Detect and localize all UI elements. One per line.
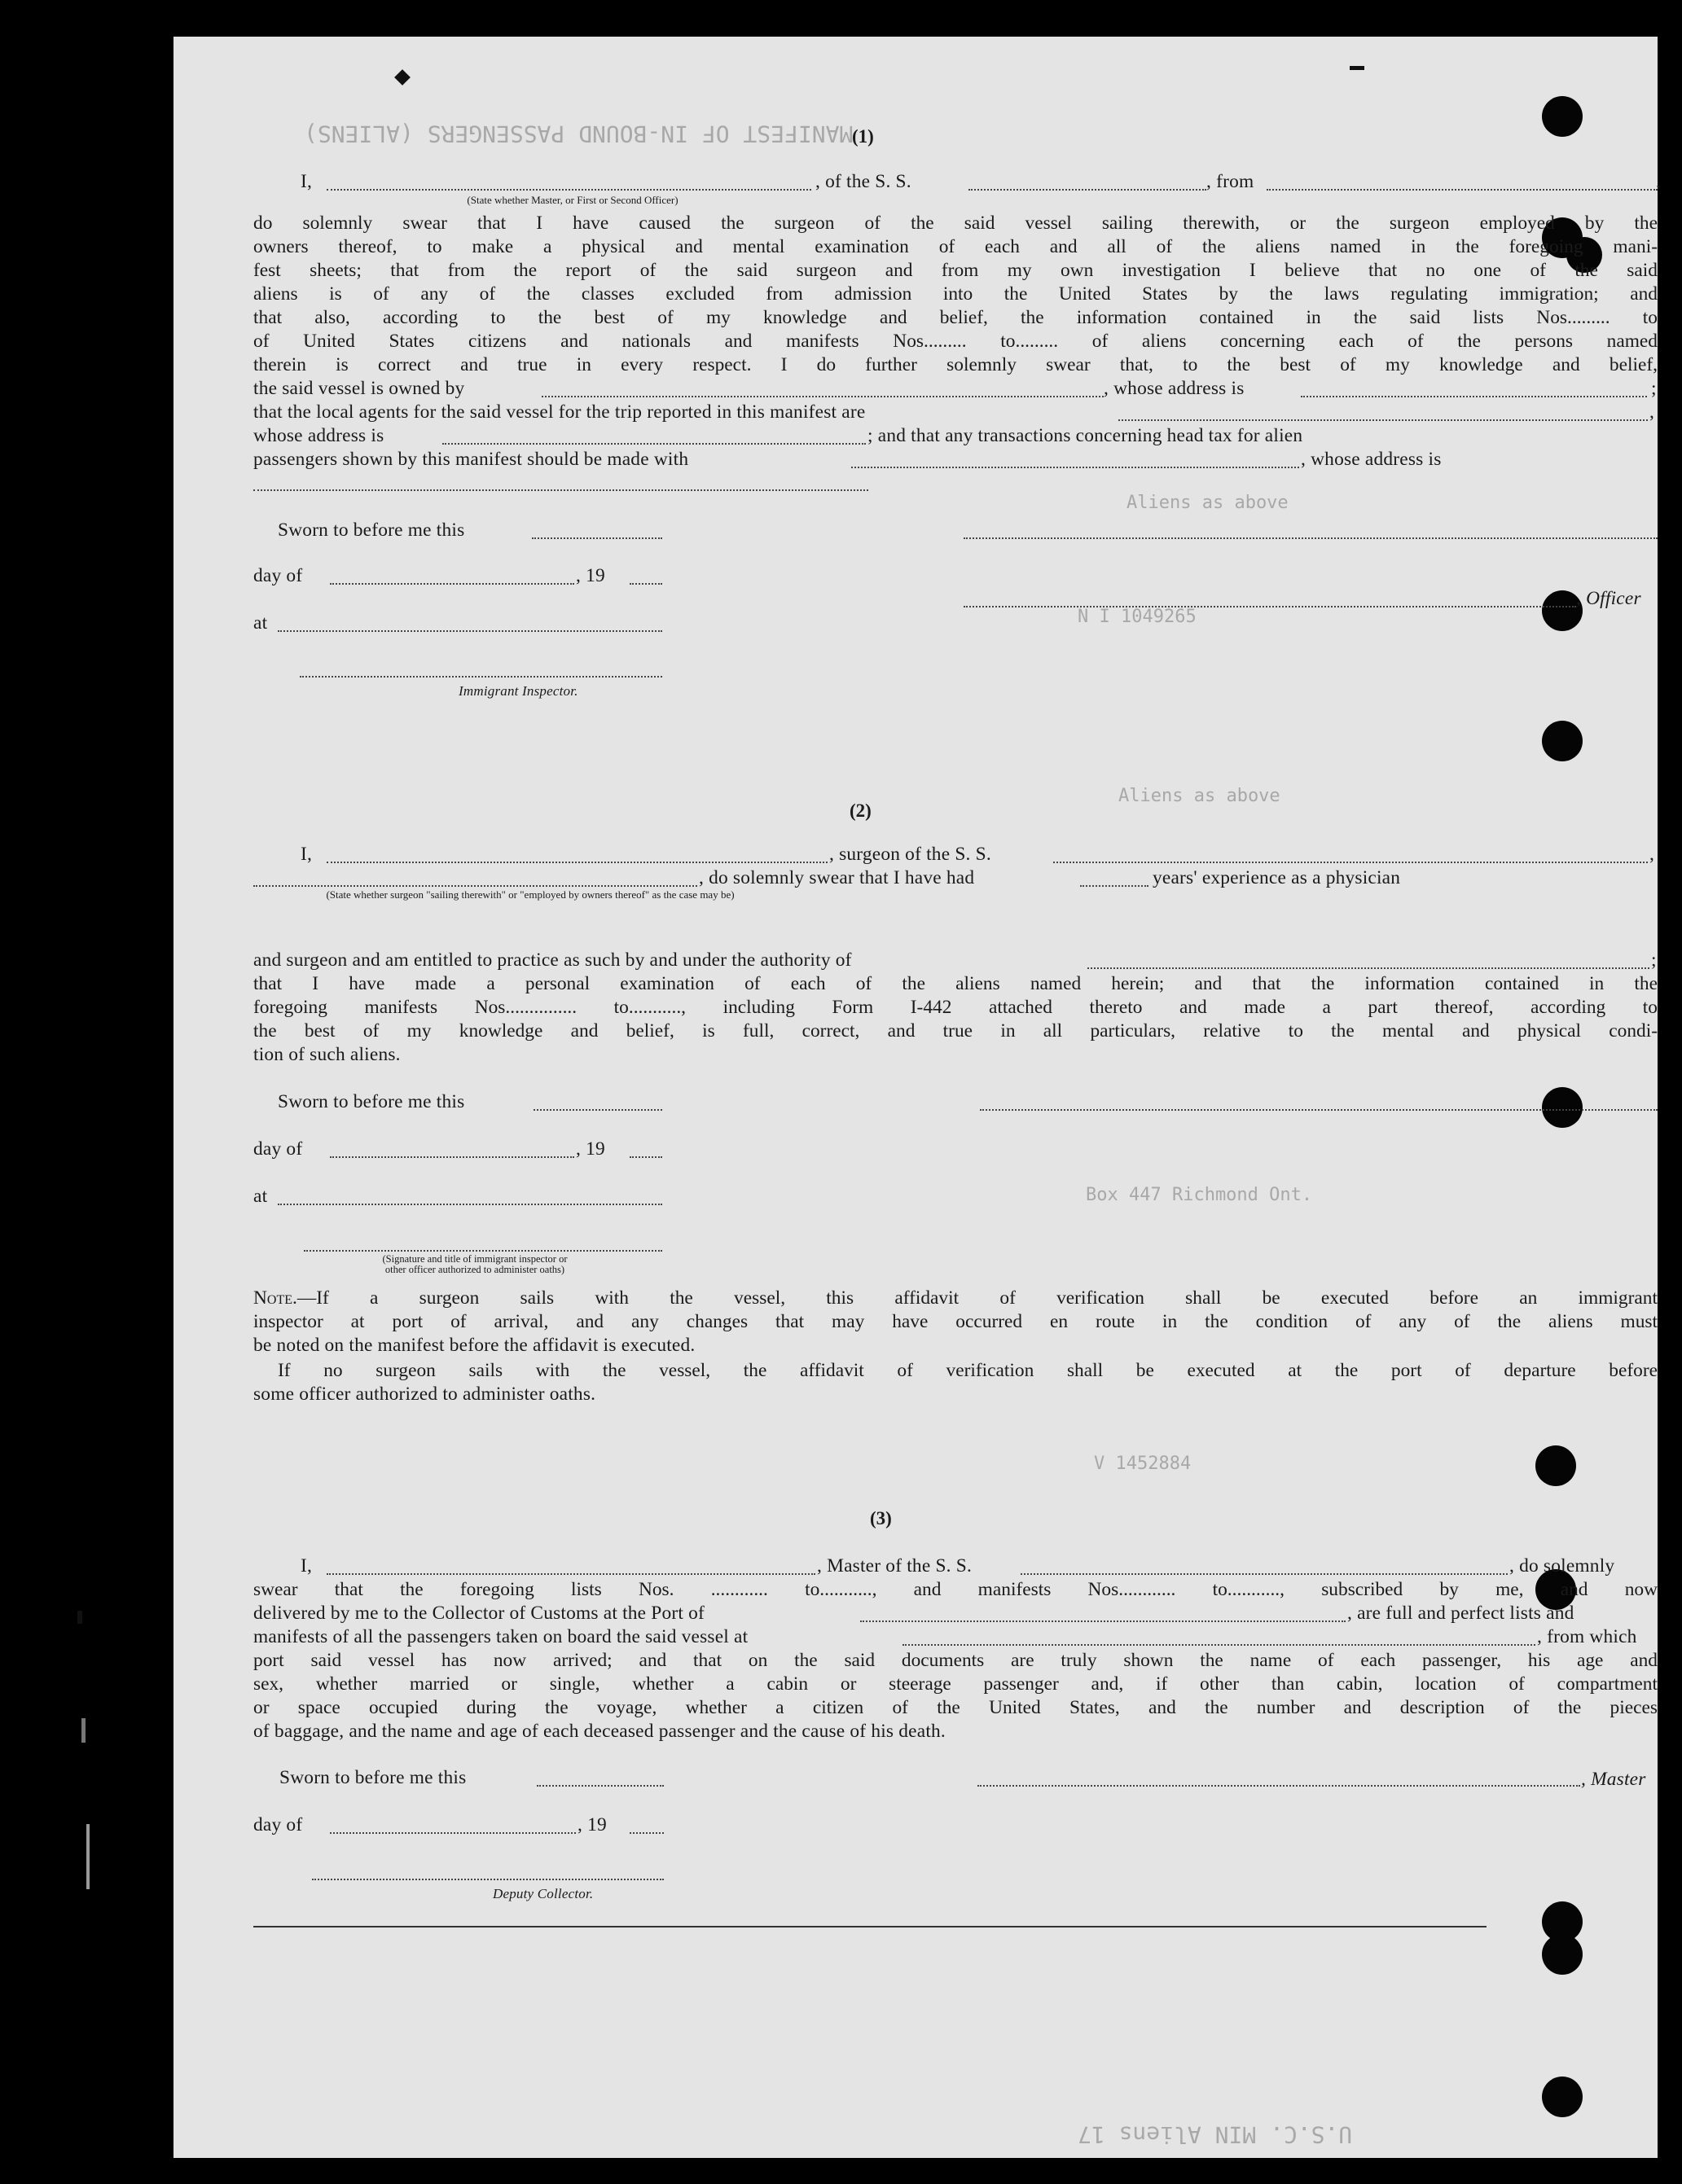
oath-text: I, bbox=[301, 1555, 313, 1577]
caption-surgeon: (State whether surgeon "sailing therewith" or "employed by owners thereof" as the case may be) bbox=[326, 888, 735, 901]
oath-text: , whose address is bbox=[1104, 378, 1245, 399]
sworn-label: Sworn to before me this bbox=[278, 1091, 465, 1112]
oath-paragraph-line: fest sheets; that from the report of the said surgeon and from my own investigation I believe that no one of the said bbox=[253, 260, 1658, 281]
fill-in-line-place bbox=[278, 1204, 662, 1205]
oath-text: , bbox=[1649, 844, 1655, 865]
section-1-number: (1) bbox=[852, 126, 874, 147]
oath-paragraph-line: swear that the foregoing lists Nos. ............ to..........., and manifests Nos............ to..........., subscribed by me, and now bbox=[253, 1579, 1658, 1600]
master-signature-line bbox=[977, 1785, 1580, 1787]
punch-hole bbox=[1542, 1087, 1583, 1128]
oath-text: the said vessel is owned by bbox=[253, 378, 465, 399]
caption-signature: (Signature and title of immigrant inspector or other officer authorized to administer oaths) bbox=[382, 1253, 568, 1275]
oath-text: , do solemnly bbox=[1509, 1555, 1615, 1577]
fill-in-line-owner bbox=[542, 396, 1104, 397]
oath-paragraph-line: the best of my knowledge and belief, is full, correct, and true in all particulars, relative to the mental and physical condi- bbox=[253, 1020, 1658, 1042]
fill-in-line-vessel bbox=[1021, 1573, 1508, 1575]
oath-text: , do solemnly swear that I have had bbox=[699, 867, 975, 888]
fill-in-line-head-tax-address bbox=[253, 489, 868, 491]
fill-in-line-years bbox=[1080, 885, 1148, 887]
fill-in-line-agents bbox=[1118, 419, 1648, 421]
oath-text: delivered by me to the Collector of Customs at the Port of bbox=[253, 1603, 705, 1624]
oath-text: manifests of all the passengers taken on board the said vessel at bbox=[253, 1626, 749, 1647]
fill-in-line-master bbox=[327, 1573, 815, 1575]
officer-name-line bbox=[964, 606, 1576, 607]
fill-in-line-day bbox=[330, 583, 574, 585]
bleed-through: Aliens as above bbox=[1118, 786, 1280, 806]
oath-paragraph-line: owners thereof, to make a physical and mental examination of each and all of the aliens named in the foregoing mani- bbox=[253, 236, 1658, 257]
oath-text: ; bbox=[1651, 378, 1657, 399]
oath-text: years' experience as a physician bbox=[1153, 867, 1401, 888]
caption-officer: (State whether Master, or First or Second Officer) bbox=[467, 194, 679, 206]
oath-text: that the local agents for the said vessel for the trip reported in this manifest are bbox=[253, 401, 866, 423]
oath-text: I, bbox=[301, 171, 313, 192]
fill-in-line-surgeon bbox=[327, 862, 828, 863]
scan-mark bbox=[1350, 66, 1364, 70]
day-of-label: day of bbox=[253, 1138, 303, 1160]
at-label: at bbox=[253, 1186, 268, 1207]
oath-text: I, bbox=[301, 844, 313, 865]
master-label: , Master bbox=[1581, 1769, 1646, 1790]
document-page bbox=[173, 37, 1662, 2158]
fill-in-line-from bbox=[1267, 189, 1658, 191]
fill-in-line-sworn-date bbox=[532, 537, 662, 539]
fill-in-line-day bbox=[330, 1832, 576, 1834]
oath-text: ; bbox=[1651, 949, 1657, 971]
oath-paragraph-line: of United States citizens and nationals and manifests Nos......... to......... of aliens concerning each of the persons named bbox=[253, 331, 1658, 352]
scan-mark bbox=[77, 1611, 82, 1624]
oath-text: , of the S. S. bbox=[815, 171, 911, 192]
fill-in-line-sworn-date bbox=[537, 1785, 664, 1787]
officer-signature-line bbox=[964, 537, 1658, 539]
punch-hole bbox=[1542, 2077, 1583, 2117]
fill-in-line-agents-address bbox=[442, 443, 866, 445]
year-label: , 19 bbox=[576, 565, 605, 586]
oath-paragraph-line: tion of such aliens. bbox=[253, 1044, 401, 1065]
oath-paragraph-line: or space occupied during the voyage, whether a citizen of the United States, and the number and description of the pieces bbox=[253, 1697, 1658, 1718]
oath-paragraph-line: of baggage, and the name and age of each deceased passenger and the cause of his death. bbox=[253, 1721, 946, 1742]
oath-paragraph-line: therein is correct and true in every respect. I do further solemnly swear that, to the best of my knowledge and belief, bbox=[253, 354, 1658, 375]
note-line: some officer authorized to administer oaths. bbox=[253, 1384, 596, 1405]
inspector-signature-line bbox=[300, 676, 662, 678]
at-label: at bbox=[253, 612, 268, 634]
scan-mark bbox=[86, 1824, 90, 1889]
fill-in-line-authority bbox=[1087, 967, 1649, 969]
oath-text: passengers shown by this manifest should be made with bbox=[253, 449, 689, 470]
day-of-label: day of bbox=[253, 565, 303, 586]
oath-paragraph-line: foregoing manifests Nos............... to..........., including Form I-442 attached thereto and made a part thereof, according to bbox=[253, 997, 1658, 1018]
year-label: , 19 bbox=[578, 1814, 607, 1835]
punch-hole bbox=[1542, 1934, 1583, 1975]
oath-paragraph-line: do solemnly swear that I have caused the surgeon of the said vessel sailing therewith, or the surgeon employed by the bbox=[253, 213, 1658, 234]
punch-hole bbox=[1542, 721, 1583, 761]
fill-in-line-day bbox=[330, 1156, 574, 1158]
oath-paragraph-line: aliens is of any of the classes excluded from admission into the United States by the laws regulating immigration; and bbox=[253, 283, 1658, 305]
inspector-signature-line bbox=[304, 1250, 662, 1252]
section-2-number: (2) bbox=[850, 800, 872, 821]
oath-text: , bbox=[1649, 401, 1655, 423]
fill-in-line-vessel bbox=[1053, 862, 1648, 863]
oath-text: whose address is bbox=[253, 425, 384, 446]
bleed-through: Aliens as above bbox=[1126, 493, 1289, 513]
note-line: Note.—If a surgeon sails with the vessel, this affidavit of verification shall be executed before an immigrant bbox=[253, 1287, 1658, 1309]
note-line: inspector at port of arrival, and any changes that may have occurred en route in the condition of any of the aliens must bbox=[253, 1311, 1658, 1332]
oath-text: , surgeon of the S. S. bbox=[829, 844, 991, 865]
fill-in-line-head-tax bbox=[851, 467, 1299, 468]
note-line: If no surgeon sails with the vessel, the affidavit of verification shall be executed at the port of departure before bbox=[278, 1360, 1658, 1381]
bleed-through: U.S.C. MIN Aliens 17 bbox=[1078, 2121, 1353, 2148]
sworn-label: Sworn to before me this bbox=[279, 1767, 467, 1788]
oath-paragraph-line: sex, whether married or single, whether a cabin or steerage passenger and, if other than cabin, location of compartment bbox=[253, 1673, 1658, 1695]
fill-in-line-officer bbox=[327, 189, 811, 191]
fill-in-line-year bbox=[630, 1156, 662, 1158]
note-line: be noted on the manifest before the affidavit is executed. bbox=[253, 1335, 696, 1356]
fill-in-line-place bbox=[278, 630, 662, 632]
sworn-label: Sworn to before me this bbox=[278, 520, 465, 541]
bleed-through: N I 1049265 bbox=[1078, 607, 1197, 627]
oath-paragraph-line: that also, according to the best of my knowledge and belief, the information contained in the said lists Nos......... to bbox=[253, 307, 1658, 328]
scan-mark bbox=[81, 1718, 86, 1743]
oath-text: , are full and perfect lists and bbox=[1347, 1603, 1574, 1624]
collector-signature-line bbox=[312, 1879, 664, 1880]
oath-text: , whose address is bbox=[1301, 449, 1442, 470]
bleed-through: V 1452884 bbox=[1094, 1454, 1192, 1474]
fill-in-line-year bbox=[630, 1832, 664, 1834]
oath-text: ; and that any transactions concerning head tax for alien bbox=[867, 425, 1303, 446]
officer-label: , Officer bbox=[1576, 588, 1641, 609]
fill-in-line-departure-port bbox=[902, 1644, 1535, 1646]
day-of-label: day of bbox=[253, 1814, 303, 1835]
section-3-number: (3) bbox=[870, 1508, 892, 1528]
oath-text: , bbox=[1656, 171, 1662, 192]
oath-text: , from which bbox=[1537, 1626, 1637, 1647]
scan-mark bbox=[394, 69, 411, 86]
fill-in-line-port bbox=[860, 1620, 1346, 1622]
oath-text: , Master of the S. S. bbox=[817, 1555, 973, 1577]
bleed-through: MANIFEST OF IN-BOUND PASSENGERS (ALIENS) bbox=[304, 121, 854, 147]
inspector-label: Immigrant Inspector. bbox=[459, 683, 578, 699]
bleed-through: Box 447 Richmond Ont. bbox=[1086, 1185, 1313, 1205]
punch-hole bbox=[1542, 96, 1583, 137]
fill-in-line-sworn-date bbox=[534, 1109, 662, 1111]
fill-in-line-surgeon-type bbox=[253, 885, 697, 887]
oath-paragraph-line: that I have made a personal examination of each of the aliens named herein; and that the information contained in the bbox=[253, 973, 1658, 994]
oath-text: , from bbox=[1206, 171, 1254, 192]
oath-paragraph-line: port said vessel has now arrived; and that on the said documents are truly shown the name of each passenger, his age and bbox=[253, 1650, 1658, 1671]
year-label: , 19 bbox=[576, 1138, 605, 1160]
collector-label: Deputy Collector. bbox=[493, 1886, 594, 1901]
bottom-rule bbox=[253, 1926, 1487, 1927]
signature-line bbox=[980, 1109, 1658, 1111]
fill-in-line-year bbox=[630, 583, 662, 585]
fill-in-line-owner-address bbox=[1301, 396, 1647, 397]
fill-in-line-vessel bbox=[968, 189, 1206, 191]
oath-text: and surgeon and am entitled to practice as such by and under the authority of bbox=[253, 949, 852, 971]
punch-hole bbox=[1535, 1445, 1576, 1486]
